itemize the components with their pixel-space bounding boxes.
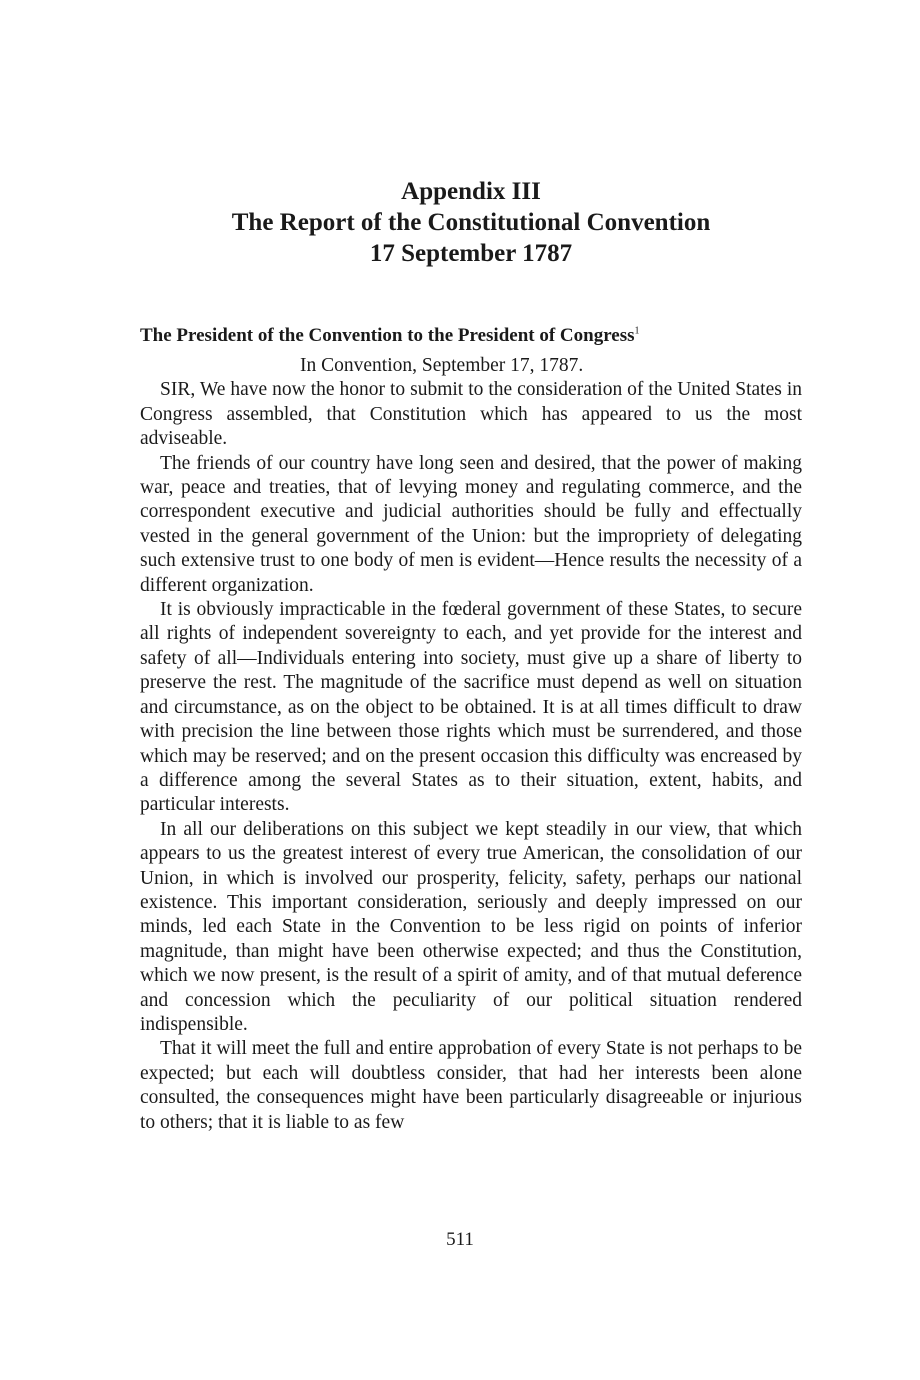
paragraph: The friends of our country have long seen and desired, that the power of making war, peace and treaties, that of levying money and regulating commerce, and the correspondent executive and judicial authorities should be fully and effectually vested in the general government of the Union: but the impropriety of delegating such extensive trust to one body of men is evident—Hence results the necessity of a different organization. <box>140 452 802 596</box>
footnote-marker: 1 <box>634 325 640 337</box>
appendix-title <box>140 176 802 269</box>
page-number: 511 <box>446 1229 474 1250</box>
paragraph: It is obviously impracticable in the fœderal government of these States, to secure all rights of independent sovereignty to each, and yet provide for the interest and safety of all—Individuals entering into society, must give up a share of liberty to preserve the rest. The magnitude of the sacrifice must depend as well on situation and circumstance, as on the object to be obtained. It is at all times difficult to draw with precision the line between those rights which must be surrendered, and those which may be reserved; and on the present occasion this difficulty was encreased by a difference among the several States as to their situation, extent, habits, and particular interests. <box>140 599 802 816</box>
paragraph: In all our deliberations on this subject we kept steadily in our view, that which appears to us the greatest interest of every true American, the consolidation of our Union, in which is involved our prosperity, felicity, safety, perhaps our national existence. This important consideration, seriously and deeply impressed on our minds, led each State in the Convention to be less rigid on points of inferior magnitude, than might have been otherwise expected; and thus the Constitution, which we now present, is the result of a spirit of amity, and of that mutual deference and concession which the peculiarity of our political situation rendered indispensible. <box>140 818 802 1035</box>
letter-body <box>140 378 802 1135</box>
report-date: 17 September 1787 <box>369 240 573 267</box>
paragraph: That it will meet the full and entire approbation of every State is not perhaps to be expected; but each will doubtless consider, that had her interests been alone consulted, the consequences might have been particularly disagreeable or injurious to others; that it is liable to as few <box>140 1038 802 1133</box>
report-title: The Report of the Constitutional Convention <box>231 209 711 236</box>
appendix-label: Appendix III <box>401 178 541 205</box>
paragraph: SIR, We have now the honor to submit to the consideration of the United States in Congress assembled, that Constitution which has appeared to us the most adviseable. <box>140 379 802 450</box>
section-heading <box>140 324 802 348</box>
dateline: In Convention, September 17, 1787. <box>300 355 584 376</box>
section-heading-text: The President of the Convention to the President of Congress <box>140 325 635 346</box>
document-page <box>140 176 802 1135</box>
